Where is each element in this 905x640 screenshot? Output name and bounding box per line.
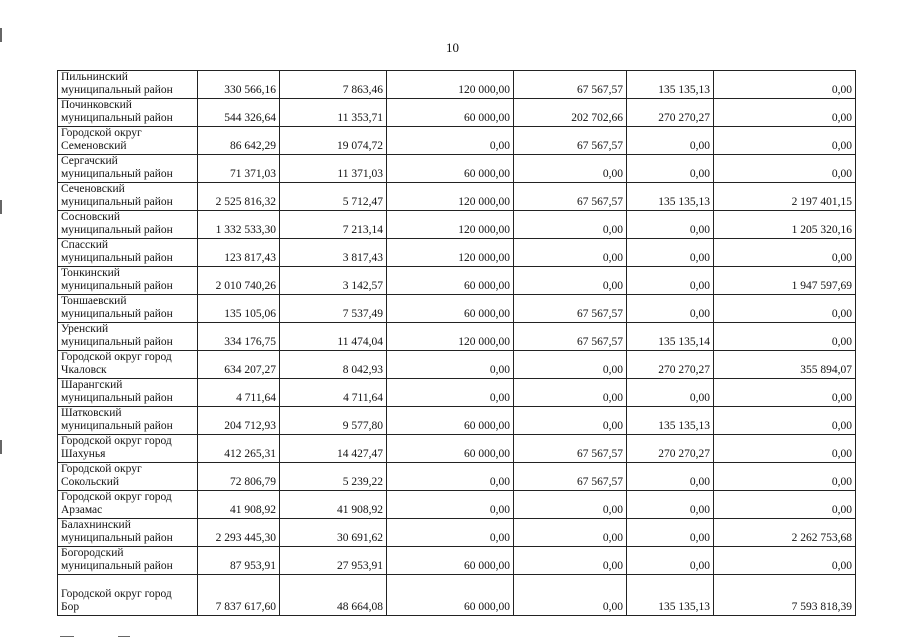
table-row [58,547,856,575]
municipality-name-cell [58,183,198,211]
amount-cell-c1: 2 525 816,32 [198,183,280,211]
table-row [58,71,856,99]
amount-cell-c2: 8 042,93 [280,351,387,379]
amount-cell-c2: 11 353,71 [280,99,387,127]
amount-cell-c1: 2 293 445,30 [198,519,280,547]
municipality-name-cell [58,435,198,463]
amount-cell-c3: 120 000,00 [387,71,514,99]
municipality-name-line: Тоншаевский [61,295,127,307]
municipality-name-line: Сергачский [61,155,118,167]
municipality-name-line: муниципальный район [61,420,173,432]
municipality-name-line: муниципальный район [61,84,173,96]
amount-cell-c5: 0,00 [627,127,714,155]
amount-cell-c3: 60 000,00 [387,267,514,295]
table-row [58,491,856,519]
amount-cell-c6: 7 593 818,39 [714,575,856,616]
amount-cell-c4: 202 702,66 [514,99,627,127]
amount-cell-c2: 7 863,46 [280,71,387,99]
table-row [58,183,856,211]
table-row [58,239,856,267]
amount-cell-c6: 355 894,07 [714,351,856,379]
amount-cell-c4: 0,00 [514,491,627,519]
amount-cell-c4: 67 567,57 [514,463,627,491]
municipality-name-cell [58,407,198,435]
municipality-name-cell [58,127,198,155]
municipality-name-line: муниципальный район [61,308,173,320]
municipality-name-line: муниципальный район [61,560,173,572]
municipality-name-line: Шахунья [61,448,106,460]
amount-cell-c6: 0,00 [714,155,856,183]
amount-cell-c1: 71 371,03 [198,155,280,183]
amount-cell-c3: 60 000,00 [387,435,514,463]
scan-edge-mark [60,636,74,637]
amount-cell-c5: 0,00 [627,267,714,295]
table-row [58,155,856,183]
amount-cell-c5: 135 135,13 [627,183,714,211]
amount-cell-c6: 1 947 597,69 [714,267,856,295]
allocation-table [57,70,856,616]
amount-cell-c4: 0,00 [514,575,627,616]
municipality-name-line: Арзамас [61,504,103,516]
municipality-name-line: Пильнинский [61,71,128,83]
municipality-name-line: Городской округ город [61,588,172,600]
amount-cell-c6: 0,00 [714,491,856,519]
amount-cell-c2: 7 213,14 [280,211,387,239]
amount-cell-c5: 0,00 [627,463,714,491]
amount-cell-c4: 67 567,57 [514,71,627,99]
municipality-name-line: Уренский [61,323,109,335]
municipality-name-line: Городской округ город [61,435,172,447]
amount-cell-c3: 0,00 [387,379,514,407]
amount-cell-c2: 19 074,72 [280,127,387,155]
municipality-name-line: Чкаловск [61,364,107,376]
municipality-name-line: Починковский [61,99,132,111]
amount-cell-c5: 135 135,13 [627,71,714,99]
amount-cell-c4: 0,00 [514,239,627,267]
amount-cell-c4: 67 567,57 [514,127,627,155]
table-row [58,519,856,547]
amount-cell-c4: 67 567,57 [514,183,627,211]
table-row [58,379,856,407]
amount-cell-c6: 0,00 [714,435,856,463]
amount-cell-c6: 0,00 [714,99,856,127]
municipality-name-cell [58,351,198,379]
table-row [58,127,856,155]
amount-cell-c4: 0,00 [514,379,627,407]
amount-cell-c2: 3 142,57 [280,267,387,295]
table-row [58,351,856,379]
municipality-name-line: муниципальный район [61,224,173,236]
municipality-name-cell [58,379,198,407]
amount-cell-c2: 3 817,43 [280,239,387,267]
municipality-name-cell [58,211,198,239]
municipality-name-line: муниципальный район [61,252,173,264]
amount-cell-c5: 0,00 [627,295,714,323]
amount-cell-c5: 135 135,13 [627,407,714,435]
amount-cell-c3: 0,00 [387,519,514,547]
table-row [58,295,856,323]
amount-cell-c6: 0,00 [714,323,856,351]
table-row [58,211,856,239]
municipality-name-line: Городской округ [61,463,142,475]
amount-cell-c6: 0,00 [714,127,856,155]
municipality-name-line: муниципальный район [61,392,173,404]
municipality-name-cell [58,99,198,127]
municipality-name-line: Шарангский [61,379,123,391]
amount-cell-c5: 270 270,27 [627,435,714,463]
table-row [58,435,856,463]
amount-cell-c2: 30 691,62 [280,519,387,547]
municipality-name-line: муниципальный район [61,112,173,124]
amount-cell-c2: 41 908,92 [280,491,387,519]
amount-cell-c5: 270 270,27 [627,99,714,127]
amount-cell-c1: 412 265,31 [198,435,280,463]
amount-cell-c4: 0,00 [514,351,627,379]
amount-cell-c5: 0,00 [627,491,714,519]
amount-cell-c2: 11 371,03 [280,155,387,183]
amount-cell-c5: 0,00 [627,547,714,575]
amount-cell-c1: 634 207,27 [198,351,280,379]
amount-cell-c3: 120 000,00 [387,183,514,211]
amount-cell-c3: 0,00 [387,351,514,379]
amount-cell-c1: 86 642,29 [198,127,280,155]
municipality-name-line: Городской округ [61,127,142,139]
amount-cell-c2: 7 537,49 [280,295,387,323]
amount-cell-c6: 2 197 401,15 [714,183,856,211]
amount-cell-c3: 120 000,00 [387,323,514,351]
municipality-name-line: Городской округ город [61,491,172,503]
amount-cell-c3: 0,00 [387,463,514,491]
municipality-name-cell [58,323,198,351]
amount-cell-c4: 0,00 [514,211,627,239]
table-row [58,575,856,616]
amount-cell-c2: 48 664,08 [280,575,387,616]
amount-cell-c1: 135 105,06 [198,295,280,323]
amount-cell-c1: 204 712,93 [198,407,280,435]
amount-cell-c4: 0,00 [514,155,627,183]
amount-cell-c3: 0,00 [387,491,514,519]
amount-cell-c3: 60 000,00 [387,295,514,323]
municipality-name-cell [58,267,198,295]
amount-cell-c2: 9 577,80 [280,407,387,435]
table-row [58,407,856,435]
municipality-name-cell [58,239,198,267]
table-body [58,71,856,616]
municipality-name-line: муниципальный район [61,168,173,180]
municipality-name-line: муниципальный район [61,336,173,348]
scan-edge-mark [0,200,2,214]
amount-cell-c1: 334 176,75 [198,323,280,351]
amount-cell-c1: 544 326,64 [198,99,280,127]
amount-cell-c6: 0,00 [714,295,856,323]
amount-cell-c2: 11 474,04 [280,323,387,351]
amount-cell-c1: 87 953,91 [198,547,280,575]
page-number: 10 [446,40,459,55]
municipality-name-cell [58,155,198,183]
amount-cell-c5: 0,00 [627,211,714,239]
amount-cell-c5: 135 135,14 [627,323,714,351]
amount-cell-c1: 2 010 740,26 [198,267,280,295]
amount-cell-c5: 0,00 [627,155,714,183]
amount-cell-c3: 60 000,00 [387,155,514,183]
amount-cell-c3: 120 000,00 [387,211,514,239]
municipality-name-line: Сеченовский [61,183,125,195]
amount-cell-c5: 0,00 [627,239,714,267]
amount-cell-c6: 1 205 320,16 [714,211,856,239]
municipality-name-cell [58,575,198,616]
amount-cell-c2: 5 239,22 [280,463,387,491]
amount-cell-c3: 60 000,00 [387,575,514,616]
amount-cell-c6: 0,00 [714,239,856,267]
amount-cell-c4: 0,00 [514,407,627,435]
amount-cell-c5: 0,00 [627,519,714,547]
amount-cell-c4: 67 567,57 [514,323,627,351]
municipality-name-line: Тонкинский [61,267,120,279]
amount-cell-c3: 60 000,00 [387,407,514,435]
amount-cell-c6: 2 262 753,68 [714,519,856,547]
table-row [58,323,856,351]
amount-cell-c1: 330 566,16 [198,71,280,99]
municipality-name-line: муниципальный район [61,532,173,544]
amount-cell-c6: 0,00 [714,407,856,435]
amount-cell-c6: 0,00 [714,463,856,491]
municipality-name-line: Богородский [61,547,124,559]
municipality-name-cell [58,71,198,99]
scan-edge-mark [118,636,130,637]
municipality-name-line: Спасский [61,239,109,251]
scan-edge-mark [0,28,2,42]
municipality-name-cell [58,295,198,323]
municipality-name-line: Балахнинский [61,519,131,531]
amount-cell-c5: 0,00 [627,379,714,407]
municipality-name-cell [58,491,198,519]
scan-edge-mark [0,440,2,454]
municipality-name-line: Шатковский [61,407,122,419]
amount-cell-c3: 120 000,00 [387,239,514,267]
amount-cell-c4: 67 567,57 [514,295,627,323]
amount-cell-c5: 270 270,27 [627,351,714,379]
table-row [58,463,856,491]
amount-cell-c4: 0,00 [514,267,627,295]
municipality-name-line: Семеновский [61,140,127,152]
municipality-name-line: муниципальный район [61,280,173,292]
amount-cell-c4: 0,00 [514,519,627,547]
municipality-name-line: Бор [61,601,80,613]
municipality-name-cell [58,547,198,575]
amount-cell-c6: 0,00 [714,547,856,575]
table-row [58,99,856,127]
amount-cell-c1: 1 332 533,30 [198,211,280,239]
table-row [58,267,856,295]
amount-cell-c1: 41 908,92 [198,491,280,519]
amount-cell-c4: 67 567,57 [514,435,627,463]
amount-cell-c2: 5 712,47 [280,183,387,211]
municipality-name-line: Городской округ город [61,351,172,363]
amount-cell-c2: 4 711,64 [280,379,387,407]
amount-cell-c3: 0,00 [387,127,514,155]
amount-cell-c2: 14 427,47 [280,435,387,463]
municipality-name-cell [58,519,198,547]
amount-cell-c5: 135 135,13 [627,575,714,616]
amount-cell-c1: 4 711,64 [198,379,280,407]
amount-cell-c1: 72 806,79 [198,463,280,491]
amount-cell-c6: 0,00 [714,379,856,407]
amount-cell-c6: 0,00 [714,71,856,99]
amount-cell-c3: 60 000,00 [387,547,514,575]
municipality-name-line: муниципальный район [61,196,173,208]
amount-cell-c1: 7 837 617,60 [198,575,280,616]
amount-cell-c4: 0,00 [514,547,627,575]
municipality-name-line: Сокольский [61,476,120,488]
amount-cell-c2: 27 953,91 [280,547,387,575]
municipality-name-line: Сосновский [61,211,121,223]
municipality-name-cell [58,463,198,491]
amount-cell-c3: 60 000,00 [387,99,514,127]
amount-cell-c1: 123 817,43 [198,239,280,267]
